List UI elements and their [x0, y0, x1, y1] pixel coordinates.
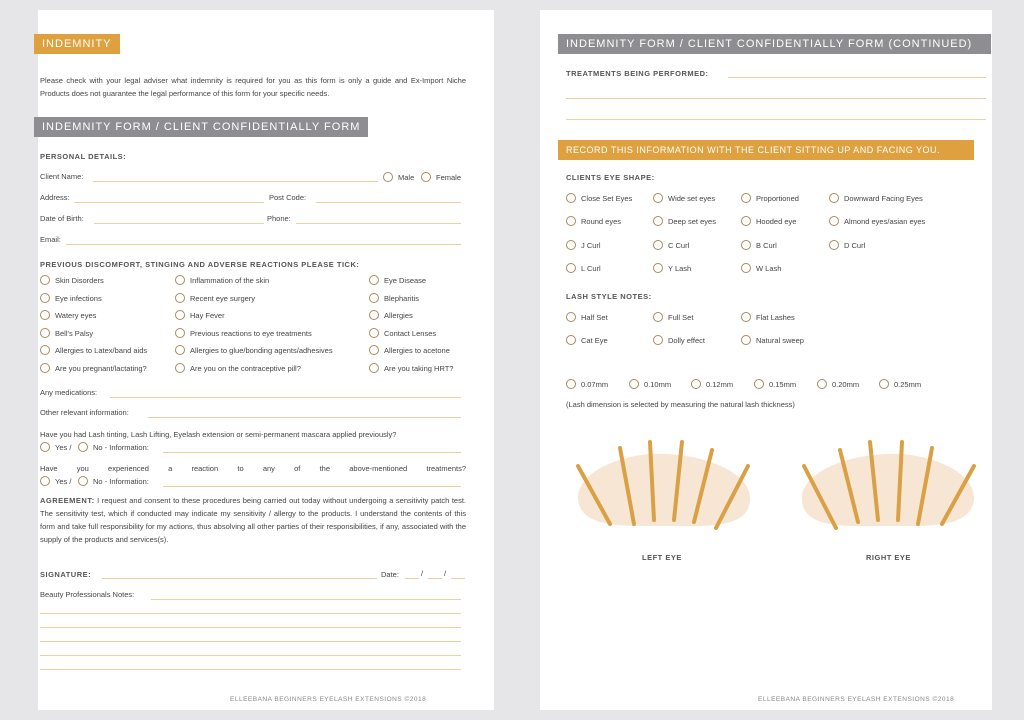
lash-style-option-radio[interactable]	[566, 335, 576, 345]
lash-style-option-label: Flat Lashes	[756, 313, 795, 322]
reaction-option-label: Are you on the contraceptive pill?	[190, 364, 301, 373]
date-day-field[interactable]	[405, 578, 419, 579]
notes-line[interactable]	[40, 627, 461, 628]
eye-shape-option-radio[interactable]	[741, 263, 751, 273]
agreement-label: AGREEMENT:	[40, 496, 95, 505]
eye-shape-option-radio[interactable]	[653, 263, 663, 273]
notes-line[interactable]	[40, 669, 461, 670]
lash-style-option-radio[interactable]	[741, 312, 751, 322]
reaction-option-radio[interactable]	[369, 363, 379, 373]
phone-label: Phone:	[267, 214, 291, 223]
reaction-option-label: Contact Lenses	[384, 328, 437, 338]
eye-shape-option-radio[interactable]	[566, 240, 576, 250]
thickness-option-radio[interactable]	[879, 379, 889, 389]
q2-yes-radio[interactable]	[40, 476, 50, 486]
address-label: Address:	[40, 193, 70, 202]
page-indemnity	[38, 10, 494, 710]
notes-line[interactable]	[40, 655, 461, 656]
reaction-option-radio[interactable]	[40, 345, 50, 355]
eye-shape-option-radio[interactable]	[741, 193, 751, 203]
eye-shape-option-radio[interactable]	[829, 216, 839, 226]
medications-label: Any medications:	[40, 388, 98, 397]
eye-shape-option-label: Hooded eye	[756, 217, 797, 227]
reaction-option-radio[interactable]	[175, 363, 185, 373]
post-code-label: Post Code:	[269, 193, 307, 202]
reaction-option-radio[interactable]	[40, 293, 50, 303]
question-reaction: Have you experienced a reaction to any of the above-mentioned treatments?	[40, 464, 466, 473]
address-field[interactable]	[74, 202, 264, 203]
post-code-field[interactable]	[316, 202, 461, 203]
question-previous-treatments: Have you had Lash tinting, Lash Lifting, Eyelash extension or semi-permanent mascara applied previously?	[40, 430, 397, 439]
eye-shape-option-label: Close Set Eyes	[581, 194, 633, 203]
left-eye-diagram	[562, 438, 762, 542]
reaction-option-radio[interactable]	[369, 293, 379, 303]
record-bar: RECORD THIS INFORMATION WITH THE CLIENT SITTING UP AND FACING YOU.	[558, 140, 974, 160]
medications-field[interactable]	[110, 397, 461, 398]
q1-no-label: No - Information:	[93, 443, 149, 452]
thickness-option-label: 0.25mm	[894, 380, 922, 389]
thickness-option-label: 0.10mm	[644, 380, 672, 389]
reaction-option-label: Eye Disease	[384, 276, 427, 285]
lash-style-heading: LASH STYLE NOTES:	[566, 292, 652, 301]
eye-shape-option-radio[interactable]	[829, 240, 839, 250]
notes-label: Beauty Professionals Notes:	[40, 590, 135, 599]
reaction-option-label: Are you taking HRT?	[384, 364, 454, 373]
q1-no-radio[interactable]	[78, 442, 88, 452]
eye-shape-option-label: Downward Facing Eyes	[844, 194, 923, 203]
treatments-line[interactable]	[728, 77, 986, 78]
agreement-body: I request and consent to these procedures being carried out today without undergoing a sensitivity patch test. The sensitivity test, which if conducted may indicate my sensitivity / allergy to the products. I understand the contents of this form and take full responsibility for my actions, thus absolving all other parties of their responsibilities, if any, associated with the supply of the products and services(s).	[40, 496, 466, 544]
q2-yes-label: Yes /	[55, 477, 72, 486]
q1-info-field[interactable]	[163, 452, 461, 453]
reaction-option-radio[interactable]	[369, 310, 379, 320]
reaction-option-label: Watery eyes	[55, 311, 97, 321]
thickness-option-label: 0.07mm	[581, 380, 609, 389]
dob-field[interactable]	[94, 223, 264, 224]
right-eye-diagram	[790, 438, 990, 542]
other-info-label: Other relevant information:	[40, 408, 129, 417]
reaction-option-radio[interactable]	[369, 345, 379, 355]
reaction-option-radio[interactable]	[175, 345, 185, 355]
eye-shape-option-label: B Curl	[756, 240, 777, 250]
female-label: Female	[436, 173, 462, 182]
reaction-option-radio[interactable]	[175, 328, 185, 338]
thickness-option-radio[interactable]	[629, 379, 639, 389]
eye-shape-heading: CLIENTS EYE SHAPE:	[566, 173, 655, 182]
thickness-option-label: 0.20mm	[832, 380, 860, 389]
agreement-text	[40, 494, 466, 546]
lash-style-option-radio[interactable]	[566, 312, 576, 322]
q1-yes-label: Yes /	[55, 443, 72, 452]
page-continued	[540, 10, 992, 710]
footer: ELLEEBANA BEGINNERS EYELASH EXTENSIONS ©2018	[758, 696, 955, 703]
lash-style-option-label: Cat Eye	[581, 336, 608, 345]
date-slash-2: /	[444, 569, 447, 578]
thickness-option-label: 0.12mm	[706, 380, 734, 389]
eye-shape-option-label: W Lash	[756, 263, 782, 273]
eye-shape-option-label: C Curl	[668, 240, 690, 250]
client-name-label: Client Name:	[40, 172, 84, 181]
continued-title: INDEMNITY FORM / CLIENT CONFIDENTIALLY FORM (CONTINUED)	[558, 34, 991, 54]
footer: ELLEEBANA BEGINNERS EYELASH EXTENSIONS ©2018	[230, 696, 427, 703]
eye-shape-option-label: Proportioned	[756, 194, 799, 203]
eye-shape-option-radio[interactable]	[566, 216, 576, 226]
eye-shape-option-label: Round eyes	[581, 217, 622, 227]
personal-details-heading: PERSONAL DETAILS:	[40, 152, 127, 161]
thickness-option-label: 0.15mm	[769, 380, 797, 389]
lash-style-option-label: Half Set	[581, 313, 608, 322]
treatments-line[interactable]	[566, 119, 986, 120]
male-label: Male	[398, 173, 415, 182]
reaction-option-label: Recent eye surgery	[190, 293, 256, 303]
eye-shape-option-radio[interactable]	[566, 193, 576, 203]
reaction-option-label: Previous reactions to eye treatments	[190, 328, 312, 338]
reaction-option-radio[interactable]	[40, 310, 50, 320]
form-title: INDEMNITY FORM / CLIENT CONFIDENTIALLY FORM	[34, 117, 368, 137]
reaction-option-radio[interactable]	[175, 293, 185, 303]
treatments-line[interactable]	[566, 98, 986, 99]
notes-line[interactable]	[40, 641, 461, 642]
eye-shape-option-radio[interactable]	[653, 240, 663, 250]
client-name-field[interactable]	[93, 181, 378, 182]
reaction-option-radio[interactable]	[369, 275, 379, 285]
thickness-option-radio[interactable]	[566, 379, 576, 389]
lash-style-option-label: Full Set	[668, 313, 694, 322]
female-radio[interactable]	[421, 172, 431, 182]
eye-shape-option-label: Wide set eyes	[668, 194, 716, 203]
reaction-option-radio[interactable]	[175, 310, 185, 320]
reaction-option-radio[interactable]	[40, 328, 50, 338]
eye-shape-option-label: J Curl	[581, 240, 601, 250]
eye-shape-option-label: Y Lash	[668, 263, 692, 273]
q2-no-radio[interactable]	[78, 476, 88, 486]
thickness-option-radio[interactable]	[754, 379, 764, 389]
intro-text: Please check with your legal adviser what indemnity is required for you as this form is only a guide and Ex-Import Niche Products does not guarantee the legal performance of this form for your specific needs.	[40, 76, 466, 98]
notes-line[interactable]	[40, 613, 461, 614]
right-eye-label: RIGHT EYE	[866, 553, 911, 562]
q2-info-field[interactable]	[163, 486, 461, 487]
treatments-heading: TREATMENTS BEING PERFORMED:	[566, 69, 709, 78]
reaction-option-radio[interactable]	[369, 328, 379, 338]
date-year-field[interactable]	[451, 578, 465, 579]
reaction-option-radio[interactable]	[175, 275, 185, 285]
q2-no-label: No - Information:	[93, 477, 149, 486]
reaction-option-label: Blepharitis	[384, 293, 420, 303]
email-label: Email:	[40, 235, 61, 244]
reaction-option-label: Are you pregnant/lactating?	[55, 364, 147, 373]
indemnity-title: INDEMNITY	[34, 34, 120, 54]
signature-field[interactable]	[102, 578, 377, 579]
reaction-option-label: Allergies to Latex/band aids	[55, 346, 148, 356]
reaction-option-label: Allergies	[384, 311, 413, 321]
date-slash-1: /	[421, 569, 424, 578]
lash-style-option-radio[interactable]	[741, 335, 751, 345]
lash-style-option-label: Natural sweep	[756, 336, 804, 345]
left-eye-label: LEFT EYE	[642, 553, 682, 562]
eye-shape-option-radio[interactable]	[741, 240, 751, 250]
eye-shape-option-radio[interactable]	[653, 216, 663, 226]
thickness-note: (Lash dimension is selected by measuring the natural lash thickness)	[566, 400, 795, 409]
q1-yes-radio[interactable]	[40, 442, 50, 452]
other-info-field[interactable]	[148, 417, 461, 418]
reaction-option-label: Allergies to glue/bonding agents/adhesives	[190, 346, 333, 356]
reaction-option-radio[interactable]	[40, 363, 50, 373]
lash-style-option-label: Dolly effect	[668, 336, 705, 345]
lash-style-option-radio[interactable]	[653, 335, 663, 345]
reaction-option-radio[interactable]	[40, 275, 50, 285]
thickness-option-radio[interactable]	[817, 379, 827, 389]
reaction-option-label: Allergies to acetone	[384, 346, 450, 356]
phone-field[interactable]	[296, 223, 461, 224]
eye-shape-option-label: D Curl	[844, 240, 866, 250]
reaction-option-label: Eye infections	[55, 293, 102, 303]
eye-shape-option-label: L Curl	[581, 263, 601, 273]
lash-style-option-radio[interactable]	[653, 312, 663, 322]
date-month-field[interactable]	[428, 578, 442, 579]
notes-line[interactable]	[151, 599, 461, 600]
reaction-option-label: Hay Fever	[190, 311, 225, 321]
reaction-option-label: Bell's Palsy	[55, 328, 94, 338]
reaction-option-label: Skin Disorders	[55, 276, 104, 285]
eye-shape-option-label: Almond eyes/asian eyes	[844, 217, 926, 227]
eye-shape-option-radio[interactable]	[829, 193, 839, 203]
email-field[interactable]	[66, 244, 461, 245]
thickness-option-radio[interactable]	[691, 379, 701, 389]
date-label: Date:	[381, 570, 399, 579]
eye-shape-option-radio[interactable]	[566, 263, 576, 273]
male-radio[interactable]	[383, 172, 393, 182]
dob-label: Date of Birth:	[40, 214, 84, 223]
reactions-heading: PREVIOUS DISCOMFORT, STINGING AND ADVERSE REACTIONS PLEASE TICK:	[40, 260, 360, 269]
eye-shape-option-radio[interactable]	[653, 193, 663, 203]
signature-label: SIGNATURE:	[40, 570, 92, 579]
reaction-option-label: Inflammation of the skin	[190, 276, 270, 285]
eye-shape-option-radio[interactable]	[741, 216, 751, 226]
eye-shape-option-label: Deep set eyes	[668, 217, 716, 227]
